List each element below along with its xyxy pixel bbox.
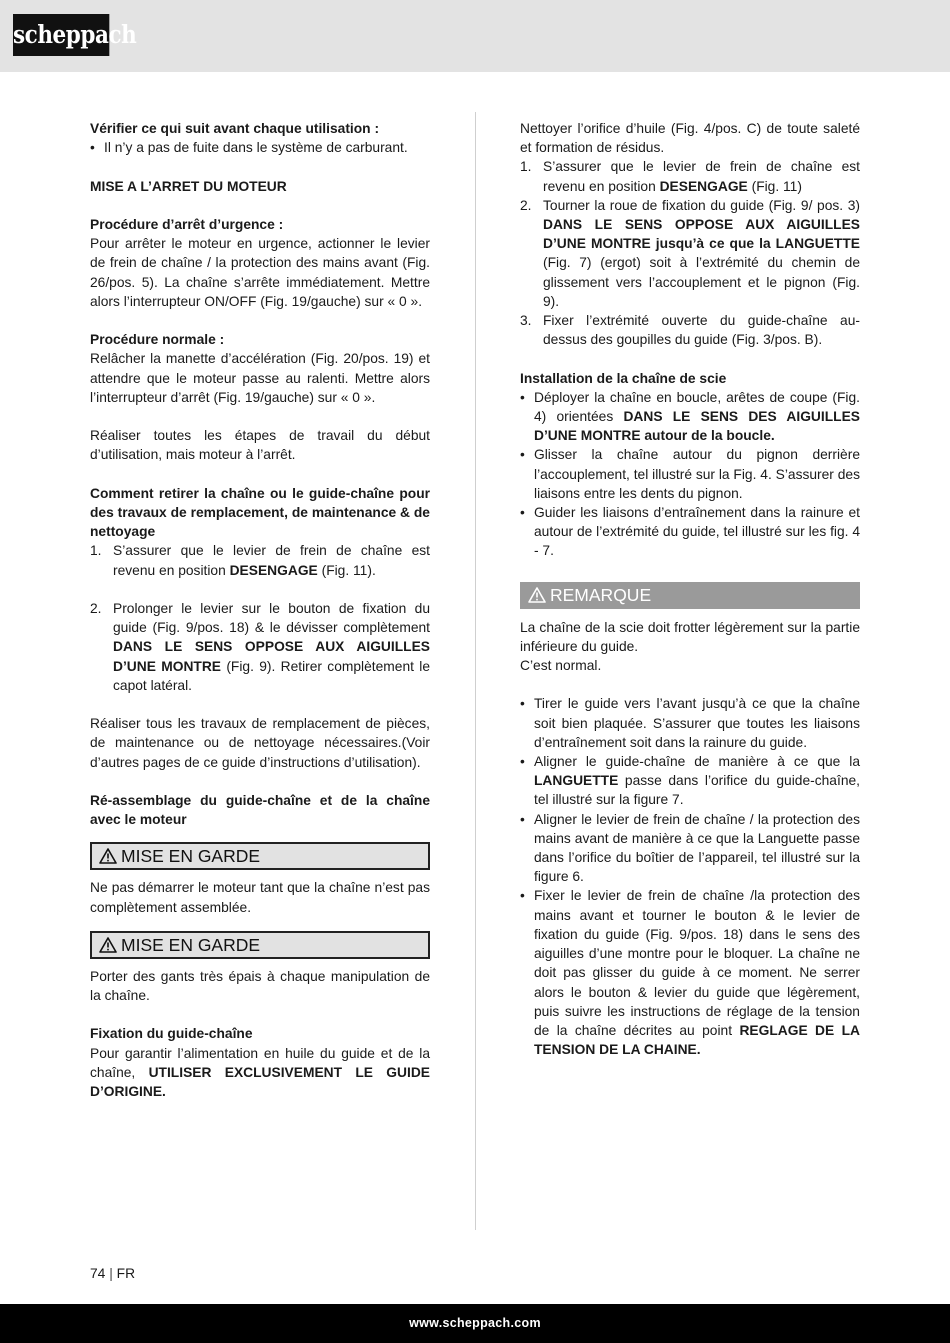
page-number: 74 | FR (90, 1266, 136, 1281)
maintenance-text: Réaliser tous les travaux de remplacement de pièces, de maintenance ou de nettoyage nécessaires.(Voir d’autres pages de ce guide d’instructions d’utilisation). (90, 716, 430, 770)
stop-engine-heading: MISE A L’ARRET DU MOTEUR (90, 178, 287, 194)
right-column (520, 119, 860, 1059)
warning-triangle-icon (99, 937, 117, 953)
precheck-bullet: • Il n’y a pas de fuite dans le système de carburant. (90, 140, 408, 156)
warning-triangle-icon (99, 848, 117, 864)
warning-box-1: MISE EN GARDE (90, 842, 430, 870)
emergency-stop-title: Procédure d’arrêt d’urgence : (90, 216, 284, 232)
steps-text: Réaliser toutes les étapes de travail du début d’utilisation, mais moteur à l’arrêt. (90, 428, 430, 463)
note-text-2: C’est normal. (520, 658, 602, 674)
remove-chain-title: Comment retirer la chaîne ou le guide-chaîne pour des travaux de remplacement, de maintenance & de nettoyage (90, 485, 430, 540)
reassembly-title: Ré-assemblage du guide-chaîne et de la chaîne avec le moteur (90, 792, 430, 828)
warning-2-text: Porter des gants très épais à chaque manipulation de la chaîne. (90, 968, 430, 1003)
tension-bullet-3: • Aligner le levier de frein de chaîne / la protection des mains avant de manière à ce que la Languette passe dans l’orifice du boîtier de l’appareil, tel illustré sur la figure 6. (520, 811, 860, 885)
warning-triangle-icon (528, 587, 546, 603)
remove-step-1: 1. S’assurer que le levier de frein de chaîne est revenu en position DESENGAGE (Fig. 11). (90, 543, 430, 578)
clean-oil-hole-text: Nettoyer l’orifice d’huile (Fig. 4/pos. C) de toute saleté et formation de résidus. (520, 121, 860, 156)
guide-fixing-text: Pour garantir l’alimentation en huile du guide et de la chaîne, UTILISER EXCLUSIVEMENT LE GUIDE D’ORIGINE. (90, 1045, 430, 1099)
fit-step-2: 2. Tourner la roue de fixation du guide (Fig. 9/ pos. 3) DANS LE SENS OPPOSE AUX AIGUILLES D’UNE MONTRE jusqu’à ce que la LANGUETTE (Fig. 7) (ergot) soit à l’extrémité du chemin de glissement vers l’accouplement et le pignon (Fig. 9). (520, 197, 860, 309)
note-box: REMARQUE (520, 582, 860, 609)
fit-step-1: 1. S’assurer que le levier de frein de chaîne est revenu en position DESENGAGE (Fig. 11) (520, 159, 860, 194)
normal-stop-text: Relâcher la manette d’accélération (Fig. 20/pos. 19) et attendre que le moteur passe au ralenti. Mettre alors l’interrupteur d’arrêt (Fig. 19/gauche) sur « 0 ». (90, 351, 430, 405)
page-header (0, 0, 950, 72)
tension-bullet-2: • Aligner le guide-chaîne de manière à ce que la LANGUETTE passe dans l’orifice du guide-chaîne, tel illustré sur la figure 7. (520, 754, 860, 808)
guide-fixing-title: Fixation du guide-chaîne (90, 1026, 253, 1042)
install-bullet-3: • Guider les liaisons d’entraînement dans la rainure et autour de l’extrémité du guide, tel illustré sur les fig. 4 - 7. (520, 505, 860, 559)
page-footer (0, 1304, 950, 1343)
normal-stop-title: Procédure normale : (90, 332, 225, 348)
scheppach-logo: scheppach (13, 14, 109, 56)
chain-install-title: Installation de la chaîne de scie (520, 370, 727, 386)
note-text-1: La chaîne de la scie doit frotter légèrement sur la partie inférieure du guide. (520, 619, 860, 654)
install-bullet-2: • Glisser la chaîne autour du pignon derrière l’accouplement, tel illustré sur la Fig. 4. S’assurer des liaisons entre les dents du pignon. (520, 447, 860, 501)
website-link[interactable]: www.scheppach.com (409, 1316, 541, 1330)
warning-1-text: Ne pas démarrer le moteur tant que la chaîne n’est pas complètement assemblée. (90, 880, 430, 915)
fit-step-3: 3. Fixer l’extrémité ouverte du guide-chaîne au-dessus des goupilles du guide (Fig. 3/pos. B). (520, 313, 860, 348)
warning-box-2: MISE EN GARDE (90, 931, 430, 959)
tension-bullet-1: • Tirer le guide vers l’avant jusqu’à ce que la chaîne soit bien plaquée. S’assurer que toutes les liaisons d’entraînement soit dans la rainure du guide. (520, 696, 860, 750)
install-bullet-1: • Déployer la chaîne en boucle, arêtes de coupe (Fig. 4) orientées DANS LE SENS DES AIGUILLES D’UNE MONTRE autour de la boucle. (520, 389, 860, 444)
tension-bullet-4: • Fixer le levier de frein de chaîne /la protection des mains avant et tourner le bouton & le levier de fixation du guide (Fig. 9/pos. 18) dans le sens des aiguilles d’une montre pour le bloquer. La chaîne ne doit pas glisser du guide à ce moment. Ne serrer alors le bouton & levier du guide que légèrement, puis suivre les instructions de réglage de la tension de la chaîne décrites au point REGLAGE DE LA TENSION DE LA CHAINE. (520, 888, 860, 1058)
column-divider (475, 112, 476, 1230)
emergency-stop-text: Pour arrêter le moteur en urgence, actionner le levier de frein de chaîne / la protection des mains avant (Fig. 26/pos. 5). La chaîne s’arrête immédiatement. Mettre alors l’interrupteur ON/OFF (Fig. 19/gauche) sur « 0 ». (90, 236, 430, 309)
precheck-title: Vérifier ce qui suit avant chaque utilisation : (90, 121, 380, 136)
remove-step-2: 2. Prolonger le levier sur le bouton de fixation du guide (Fig. 9/pos. 18) & le dévisser complètement DANS LE SENS OPPOSE AUX AIGUILLES D’UNE MONTRE (Fig. 9). Retirer complètement le capot latéral. (90, 600, 430, 693)
left-column (90, 119, 430, 1101)
